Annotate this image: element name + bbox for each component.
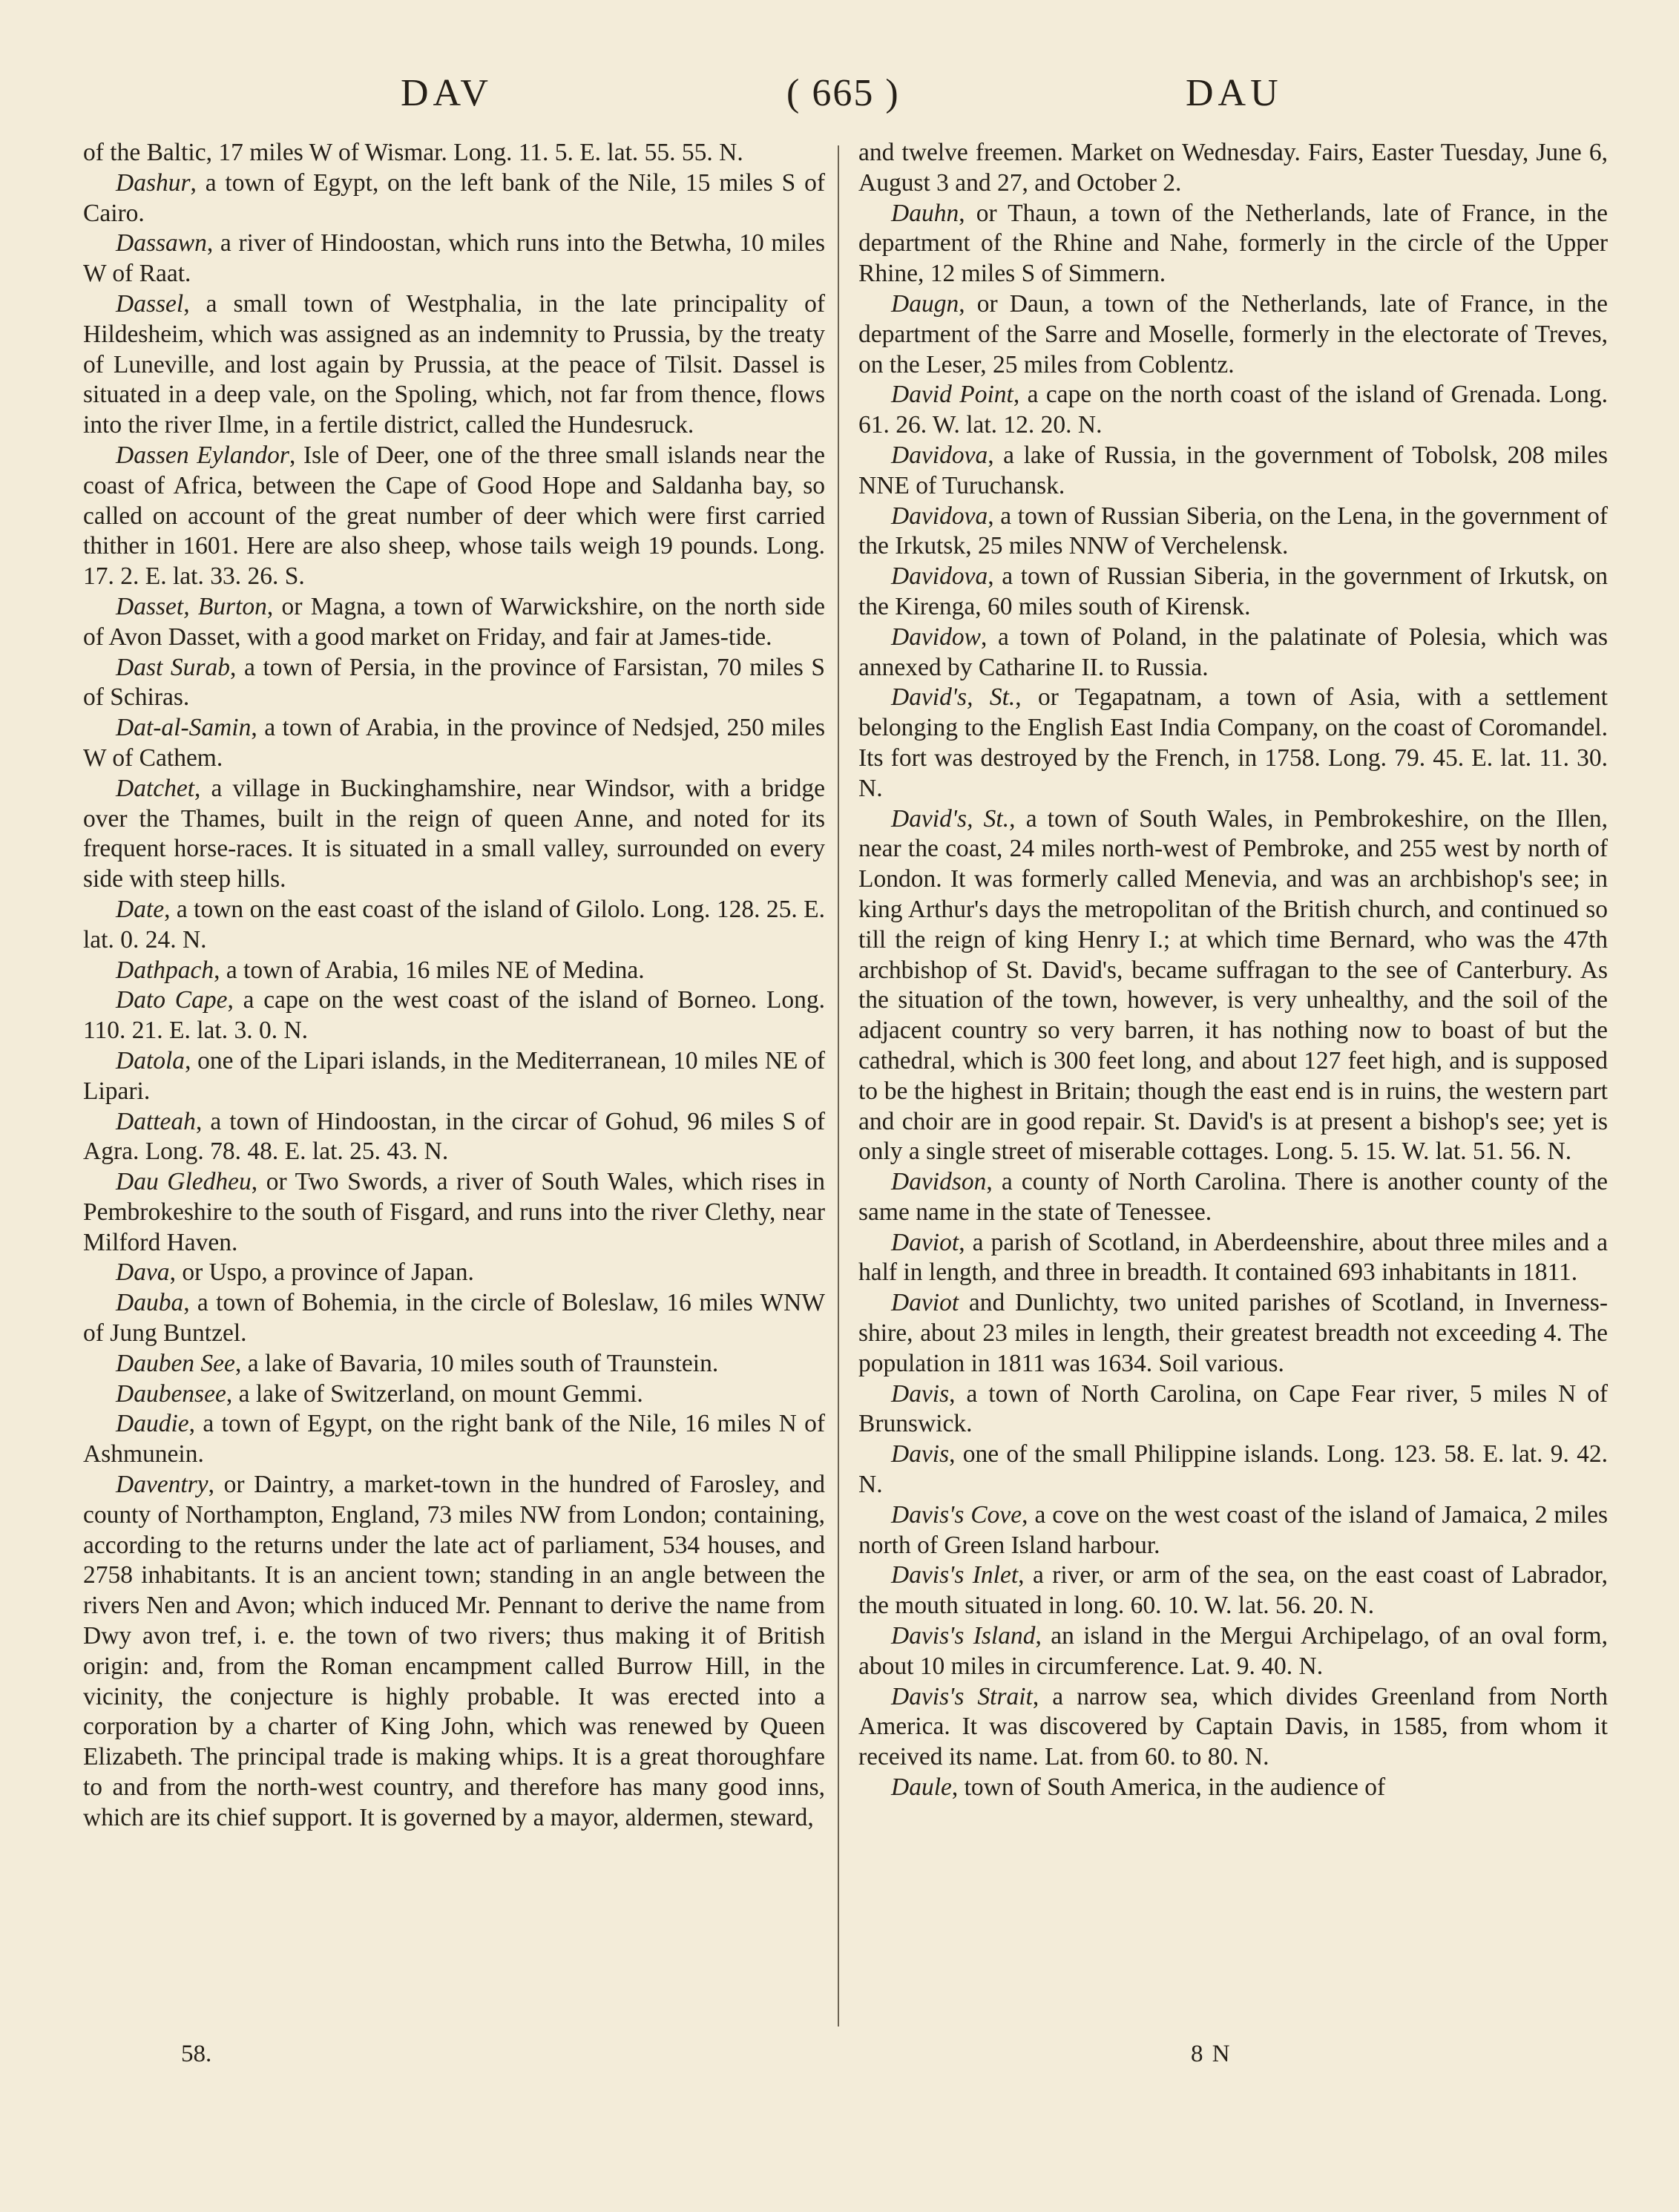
gathering-mark: 8 N xyxy=(1191,2041,1232,2067)
entry-term: Dassen Eylandor xyxy=(116,441,289,469)
gazetteer-entry xyxy=(858,199,1608,289)
gazetteer-entry xyxy=(858,1621,1608,1682)
entry-text: , a town of Russian Siberia, on the Lena, in the government of the Irkutsk, 25 miles NNW of Verchelensk. xyxy=(858,502,1608,560)
entry-term: Dato Cape xyxy=(116,986,228,1014)
entry-text: , a town of Arabia, 16 miles NE of Medina. xyxy=(214,956,645,984)
entry-text: , a river, or arm of the sea, on the east coast of Labrador, the mouth situated in long. 60. 10. W. lat. 56. 20. N. xyxy=(858,1561,1608,1620)
gazetteer-entry xyxy=(83,1379,825,1410)
entry-term: Daventry xyxy=(116,1471,208,1499)
entry-text: , a town of Bohemia, in the circle of Boleslaw, 16 miles WNW of Jung Buntzel. xyxy=(83,1289,825,1348)
entry-text: , a cove on the west coast of the island of Jamaica, 2 miles north of Green Island harbour. xyxy=(858,1500,1608,1559)
header-left-keyword: DAV xyxy=(401,72,493,114)
entry-term: Davis's Inlet xyxy=(891,1561,1019,1589)
entry-text: , a cape on the west coast of the island of Borneo. Long. 110. 21. E. lat. 3. 0. N. xyxy=(83,986,825,1045)
entry-text: , a town of Russian Siberia, in the government of Irkutsk, on the Kirenga, 60 miles south of Kirensk. xyxy=(858,562,1608,620)
gazetteer-entry xyxy=(83,441,825,592)
entry-term: David Point xyxy=(891,381,1013,409)
entry-term: Daviot xyxy=(891,1289,959,1317)
entry-text: , a town on the east coast of the island of Gilolo. Long. 128. 25. E. lat. 0. 24. N. xyxy=(83,895,825,954)
entry-term: Dauben See xyxy=(116,1349,235,1377)
entry-term: Dathpach xyxy=(116,956,214,984)
gazetteer-entry xyxy=(83,1349,825,1379)
entry-text: , Isle of Deer, one of the three small islands near the coast of Africa, between the Cape of Good Hope and Saldanha bay, so called on account of the great number of deer which were first carried thither in 1601. Here are also sheep, whose tails weigh 19 pounds. Long. 17. 2. E. lat. 33. 26. S. xyxy=(83,441,825,591)
page-number: ( 665 ) xyxy=(786,72,900,114)
gazetteer-entry xyxy=(858,1228,1608,1289)
entry-term: David's, St. xyxy=(891,683,1016,712)
entry-term: Davis xyxy=(891,1379,950,1408)
gazetteer-entry xyxy=(83,289,825,441)
entry-text: , a river of Hindoostan, which runs into the Betwha, 10 miles W of Raat. xyxy=(83,229,825,288)
entry-term: Dat-al-Samin xyxy=(116,714,252,742)
entry-text: , a town of South Wales, in Pembrokeshire, on the Illen, near the coast, 24 miles north-west of Pembroke, and 255 west by north of London. It was formerly called Menevia, and was an archbishop's see; in king Arthur's days the metropolitan of the British church, and continued so till the reign of king Henry I.; at which time Bernard, who was the 47th archbishop of St. David's, became suffragan to the see of Canterbury. As the situation of the town, however, is very unhealthy, and the soil of the adjacent country so very barren, it has nothing now to boast of but the cathedral, which is 300 feet long, and about 127 feet high, and is supposed to be the highest in Britain; though the east end is in ruins, the western part and choir are in good repair. St. David's is at present a bishop's see; yet is only a single street of miserable cottages. Long. 5. 15. W. lat. 51. 56. N. xyxy=(858,804,1608,1166)
gazetteer-entry xyxy=(858,562,1608,623)
entry-text: , a lake of Switzerland, on mount Gemmi. xyxy=(226,1379,643,1408)
entry-term: Daubensee xyxy=(116,1379,226,1408)
gazetteer-entry xyxy=(83,1046,825,1107)
gazetteer-entry xyxy=(83,168,825,229)
entry-term: Dava xyxy=(116,1258,170,1287)
signature-mark: 58. xyxy=(181,2041,212,2067)
entry-text: , or Tegapatnam, a town of Asia, with a settlement belonging to the English East India Company, on the coast of Coromandel. Its fort was destroyed by the French, in 1758. Long. 79. 45. E. lat. 11. 30. N. xyxy=(858,683,1608,802)
entry-term: Davis xyxy=(891,1440,950,1468)
gazetteer-entry xyxy=(858,1288,1608,1379)
entry-text: , a town of Hindoostan, in the circar of Gohud, 96 miles S of Agra. Long. 78. 48. E. lat. 25. 43. N. xyxy=(83,1107,825,1166)
gazetteer-entry xyxy=(83,713,825,774)
entry-term: Davidson xyxy=(891,1168,987,1196)
gazetteer-entry xyxy=(83,229,825,289)
entry-term: Dashur xyxy=(116,168,191,197)
entry-text: , or Magna, a town of Warwickshire, on the north side of Avon Dasset, with a good market on Friday, and fair at James-tide. xyxy=(83,592,826,651)
page-header xyxy=(0,71,1679,123)
entry-text: , one of the Lipari islands, in the Mediterranean, 10 miles NE of Lipari. xyxy=(83,1046,825,1105)
gazetteer-entry xyxy=(858,623,1608,683)
gazetteer-entry xyxy=(858,683,1608,804)
entry-term: Datteah xyxy=(116,1107,196,1135)
gazetteer-entry xyxy=(83,1409,825,1470)
entry-text: , a county of North Carolina. There is another county of the same name in the state of Tenessee. xyxy=(858,1168,1608,1226)
entry-term: Dauba xyxy=(116,1289,184,1317)
entry-text: of the Baltic, 17 miles W of Wismar. Long. 11. 5. E. lat. 55. 55. N. xyxy=(83,139,743,166)
entry-text: , a small town of Westphalia, in the late principality of Hildesheim, which was assigned as an indemnity to Prussia, by the treaty of Luneville, and lost again by Prussia, at the peace of Tilsit. Dassel is situated in a deep vale, on the Spoling, which, not far from thence, flows into the river Ilme, in a fertile district, called the Hundesruck. xyxy=(83,289,825,439)
entry-term: Davidow xyxy=(891,623,981,651)
right-column xyxy=(858,138,1608,1803)
entry-term: Dassel xyxy=(116,289,184,318)
entry-text: and twelve freemen. Market on Wednesday. Fairs, Easter Tuesday, June 6, August 3 and 27, and October 2. xyxy=(858,139,1608,197)
gazetteer-entry xyxy=(83,1107,825,1168)
entry-text: , a parish of Scotland, in Aberdeenshire, about three miles and a half in length, and three in breadth. It contained 693 inhabitants in 1811. xyxy=(858,1228,1608,1287)
entry-text: , a lake of Russia, in the government of Tobolsk, 208 miles NNE of Turuchansk. xyxy=(858,441,1608,499)
entry-text: , town of South America, in the audience of xyxy=(951,1773,1386,1802)
entry-term: Daugn xyxy=(891,289,959,318)
entry-text: , or Two Swords, a river of South Wales, which rises in Pembrokeshire to the south of Fisgard, and runs into the river Clethy, near Milford Haven. xyxy=(83,1168,825,1256)
entry-text: , a lake of Bavaria, 10 miles south of Traunstein. xyxy=(234,1349,719,1377)
entry-text: , a town of Persia, in the province of Farsistan, 70 miles S of Schiras. xyxy=(83,653,825,712)
gazetteer-entry xyxy=(83,1167,825,1258)
entry-term: Davidova xyxy=(891,441,988,469)
entry-term: Davidova xyxy=(891,502,988,530)
entry-text: , one of the small Philippine islands. Long. 123. 58. E. lat. 9. 42. N. xyxy=(858,1440,1608,1499)
entry-term: Dassawn xyxy=(116,229,207,257)
gazetteer-entry xyxy=(858,804,1608,1168)
entry-term: Davis's Strait xyxy=(891,1682,1033,1710)
entry-text: , or Daintry, a market-town in the hundred of Farosley, and county of Northampton, England, 73 miles NW from London; containing, according to the returns under the late act of parliament, 534 houses, and 2758 inhabitants. It is an ancient town; standing in an angle between the rivers Nen and Avon; which induced Mr. Pennant to derive the name from Dwy avon tref, i. e. the town of two rivers; thus making it of British origin: and, from the Roman encampment called Burrow Hill, in the vicinity, the conjecture is highly probable. It was erected into a corporation by a charter of King John, which was renewed by Queen Elizabeth. The principal trade is making whips. It is a great thoroughfare to and from the north-west country, and therefore has many good inns, which are its chief support. It is governed by a mayor, aldermen, steward, xyxy=(83,1471,825,1831)
gazetteer-entry xyxy=(858,1167,1608,1228)
entry-term: Date xyxy=(116,895,165,923)
entry-term: Davis's Cove xyxy=(891,1500,1022,1529)
gazetteer-entry xyxy=(83,1288,825,1349)
entry-text: and Dunlichty, two united parishes of Scotland, in Inverness-shire, about 23 miles in length, their greatest breadth not exceeding 4. The population in 1811 was 1634. Soil various. xyxy=(858,1289,1608,1377)
gazetteer-entry xyxy=(858,289,1608,380)
gazetteer-entry xyxy=(858,1773,1608,1803)
gazetteer-entry xyxy=(83,956,825,986)
entry-term: Datchet xyxy=(116,774,195,802)
entry-term: Davidova xyxy=(891,562,988,591)
header-right-keyword: DAU xyxy=(1186,72,1283,114)
gazetteer-entry xyxy=(858,1500,1608,1561)
gazetteer-entry xyxy=(83,1470,825,1834)
entry-text: , an island in the Mergui Archipelago, of an oval form, about 10 miles in circumference. Lat. 9. 40. N. xyxy=(858,1622,1608,1680)
gazetteer-entry xyxy=(858,380,1608,441)
gazetteer-entry xyxy=(858,1379,1608,1440)
entry-text: , a cape on the north coast of the island of Grenada. Long. 61. 26. W. lat. 12. 20. N. xyxy=(858,381,1608,439)
gazetteer-entry xyxy=(858,1682,1608,1773)
entry-term: Dasset, Burton xyxy=(116,592,267,620)
gazetteer-entry xyxy=(858,138,1608,199)
gazetteer-entry xyxy=(858,502,1608,562)
entry-term: Dast Surab xyxy=(116,653,230,681)
gazetteer-entry xyxy=(83,138,825,168)
entry-term: Daudie xyxy=(116,1410,189,1438)
entry-term: Dau Gledheu xyxy=(116,1168,252,1196)
entry-term: Daule xyxy=(891,1773,952,1802)
entry-text: , a town of Poland, in the palatinate of Polesia, which was annexed by Catharine II. to Russia. xyxy=(858,623,1608,681)
entry-text: , or Uspo, a province of Japan. xyxy=(169,1258,474,1287)
entry-text: , a town of Arabia, in the province of Nedsjed, 250 miles W of Cathem. xyxy=(83,714,825,772)
entry-text: , a town of North Carolina, on Cape Fear river, 5 miles N of Brunswick. xyxy=(858,1379,1608,1438)
gazetteer-entry xyxy=(858,1440,1608,1500)
entry-text: , a narrow sea, which divides Greenland from North America. It was discovered by Captain Davis, in 1585, from whom it received its name. Lat. from 60. to 80. N. xyxy=(858,1682,1608,1771)
gazetteer-entry xyxy=(83,592,825,653)
entry-text: , a town of Egypt, on the right bank of the Nile, 16 miles N of Ashmunein. xyxy=(83,1410,825,1468)
entry-text: , or Thaun, a town of the Netherlands, late of France, in the department of the Rhine and Nahe, formerly in the circle of the Upper Rhine, 12 miles S of Simmern. xyxy=(858,199,1608,288)
gazetteer-entry xyxy=(83,985,825,1046)
gazetteer-entry xyxy=(83,774,825,895)
entry-term: David's, St. xyxy=(891,804,1010,833)
gazetteer-entry xyxy=(83,1258,825,1288)
gazetteer-entry xyxy=(83,895,825,956)
entry-text: , or Daun, a town of the Netherlands, late of France, in the department of the Sarre and Moselle, formerly in the electorate of Treves, on the Leser, 25 miles from Coblentz. xyxy=(858,289,1608,378)
gazetteer-entry xyxy=(83,653,825,714)
entry-term: Datola xyxy=(116,1046,185,1074)
gazetteer-entry xyxy=(858,441,1608,502)
entry-text: , a village in Buckinghamshire, near Windsor, with a bridge over the Thames, built in the reign of queen Anne, and noted for its frequent horse-races. It is situated in a small valley, surrounded on every side with steep hills. xyxy=(83,774,825,893)
entry-term: Davis's Island xyxy=(891,1622,1036,1650)
entry-term: Daviot xyxy=(891,1228,959,1256)
entry-text: , a town of Egypt, on the left bank of the Nile, 15 miles S of Cairo. xyxy=(83,168,825,227)
gazetteer-entry xyxy=(858,1560,1608,1621)
left-column xyxy=(83,138,825,1834)
entry-term: Dauhn xyxy=(891,199,959,227)
column-divider xyxy=(838,145,839,2026)
